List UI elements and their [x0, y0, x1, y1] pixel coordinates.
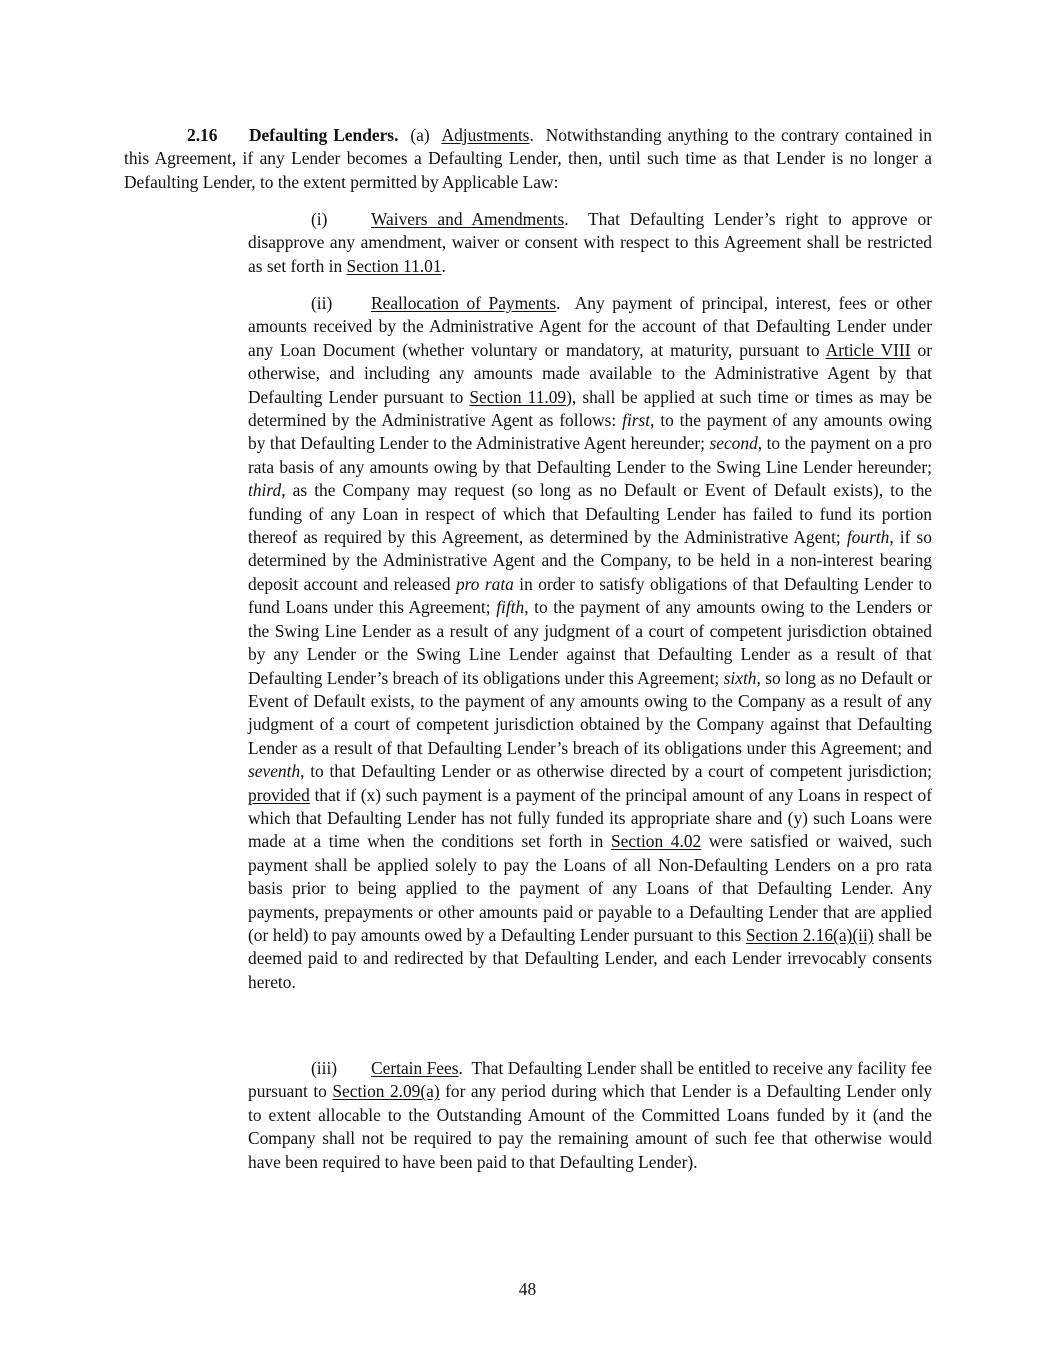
- subclause-iii-title: Certain Fees: [371, 1058, 459, 1078]
- section-intro-text: Notwithstanding anything to the contrary contained in this Agreement, if any Lender becomes a Defaulting Lender, then, until such time as that Lender is no longer a Defaulting Lender, to the extent permitted by Applicable Law:: [124, 125, 932, 192]
- subclause-ii-title: Reallocation of Payments: [371, 293, 557, 313]
- subclause-ii-text-14: shall be deemed paid to and redirected by that Defaulting Lender, and each Lender irrevocably consents hereto.: [248, 924, 932, 992]
- subclause-i-paragraph: (i) Waivers and Amendments. That Defaulting Lender’s right to approve or disapprove any amendment, waiver or consent with respect to this Agreement shall be restricted as set forth in Section 11.01.: [248, 209, 932, 276]
- clause-a-label: (a): [410, 125, 430, 145]
- third-term: third: [248, 480, 282, 501]
- fifth-term: fifth: [496, 597, 525, 618]
- subclause-i-label: (i): [311, 209, 328, 229]
- provided-term: provided: [248, 784, 310, 805]
- subclause-i-end: .: [441, 255, 446, 276]
- section-title: Defaulting Lenders.: [249, 125, 399, 145]
- subclause-ii-text-13: were satisfied or waived, such payment shall be applied solely to pay the Loans of all Non-Defaulting Lenders on a pro rata basis prior to being applied to the payment of any Loans of that Defaulting Lender. Any payments, prepayments or other amounts paid or payable to a Defaulting Lender that are applied (or held) to pay amounts owed by a Defaulting Lender pursuant to this: [248, 831, 932, 945]
- section-11-09-reference: Section 11.09: [469, 386, 567, 407]
- section-2-16-a-ii-reference: Section 2.16(a)(ii): [745, 924, 874, 945]
- sixth-term: sixth: [723, 667, 757, 688]
- subclause-ii-text-3: ), shall be applied at such time or times as may be determined by the Administrative Agent as follows:: [248, 386, 932, 431]
- subclause-ii-label: (ii): [311, 293, 333, 313]
- second-term: second: [709, 433, 758, 454]
- subclause-ii-text-9: , to the payment of any amounts owing to the Lenders or the Swing Line Lender as a result of any judgment of a court of competent jurisdiction obtained by any Lender or the Swing Line Lender against that Defaulting Lender as a result of that Defaulting Lender’s breach of its obligations under this Agreement;: [248, 597, 932, 688]
- subclause-ii-text-10: , so long as no Default or Event of Default exists, to the payment of any amounts owing to the Company as a result of any judgment of a court of competent jurisdiction obtained by the Company against that Defaulting Lender as a result of that Defaulting Lender’s breach of its obligations under this Agreement; and: [248, 667, 932, 758]
- subclause-ii-text-8: in order to satisfy obligations of that Defaulting Lender to fund Loans under this Agreement;: [248, 573, 932, 618]
- subclause-ii-text-12: that if (x) such payment is a payment of the principal amount of any Loans in respect of which that Defaulting Lender has not fully funded its appropriate share and (y) such Loans were made at a time when the conditions set forth in: [248, 784, 932, 852]
- first-term: first: [622, 410, 651, 431]
- subclause-iii-text-1: That Defaulting Lender shall be entitled to receive any facility fee pursuant to: [248, 1058, 933, 1102]
- clause-a-title: Adjustments: [441, 125, 530, 145]
- subclause-ii-text-6: , as the Company may request (so long as no Default or Event of Default exists), to the funding of any Loan in respect of which that Defaulting Lender has failed to fund its portion thereof as required by this Agreement, as determined by the Administrative Agent;: [248, 480, 932, 548]
- subclause-i-title: Waivers and Amendments: [371, 209, 565, 229]
- seventh-term: seventh: [248, 761, 301, 782]
- subclause-ii-text-4: , to the payment of any amounts owing by that Defaulting Lender to the Administrative Agent hereunder;: [248, 410, 932, 454]
- subclause-i-text: That Defaulting Lender’s right to approve or disapprove any amendment, waiver or consent with respect to this Agreement shall be restricted as set forth in: [248, 209, 932, 276]
- fourth-term: fourth: [846, 527, 890, 548]
- subclause-iii-label: (iii): [311, 1058, 338, 1078]
- section-2-16-paragraph: 2.16 Defaulting Lenders. (a) Adjustments. Notwithstanding anything to the contrary contained in this Agreement, if any Lender becomes a Defaulting Lender, then, until such time as that Lender is no longer a Defaulting Lender, to the extent permitted by Applicable Law:: [124, 125, 932, 192]
- subclause-ii-text-5: , to the payment on a pro rata basis of any amounts owing by that Defaulting Lender to the Swing Line Lender hereunder;: [248, 433, 932, 477]
- subclause-ii-paragraph: (ii) Reallocation of Payments. Any payment of principal, interest, fees or other amounts received by the Administrative Agent for the account of that Defaulting Lender under any Loan Document (whether voluntary or mandatory, at maturity, pursuant to Article VIII or otherwise, and including any amounts made available to the Administrative Agent by that Defaulting Lender pursuant to Section 11.09), shall be applied at such time or times as may be determined by the Administrative Agent as follows: first, to the payment of any amounts owing by that Defaulting Lender to the Administrative Agent hereunder; second, to the payment on a pro rata basis of any amounts owing by that Defaulting Lender to the Swing Line Lender hereunder; third, as the Company may request (so long as no Default or Event of Default exists), to the funding of any Loan in respect of which that Defaulting Lender has failed to fund its portion thereof as required by this Agreement, as determined by the Administrative Agent; fourth, if so determined by the Administrative Agent and the Company, to be held in a non-interest bearing deposit account and released pro rata in order to satisfy obligations of that Defaulting Lender to fund Loans under this Agreement; fifth, to the payment of any amounts owing to the Lenders or the Swing Line Lender as a result of any judgment of a court of competent jurisdiction obtained by any Lender or the Swing Line Lender against that Defaulting Lender as a result of that Defaulting Lender’s breach of its obligations under this Agreement; sixth, so long as no Default or Event of Default exists, to the payment of any amounts owing to the Company as a result of any judgment of a court of competent jurisdiction obtained by the Company against that Defaulting Lender as a result of that Defaulting Lender’s breach of its obligations under this Agreement; and seventh, to that Defaulting Lender or as otherwise directed by a court of competent jurisdiction; provided that if (x) such payment is a payment of the principal amount of any Loans in respect of which that Defaulting Lender has not fully funded its appropriate share and (y) such Loans were made at a time when the conditions set forth in Section 4.02 were satisfied or waived, such payment shall be applied solely to pay the Loans of all Non-Defaulting Lenders on a pro rata basis prior to being applied to the payment of any Loans of that Defaulting Lender. Any payments, prepayments or other amounts paid or payable to a Defaulting Lender that are applied (or held) to pay amounts owed by a Defaulting Lender pursuant to this Section 2.16(a)(ii) shall be deemed paid to and redirected by that Defaulting Lender, and each Lender irrevocably consents hereto.: [248, 293, 932, 992]
- page-number: 48: [518, 1279, 537, 1299]
- subclause-i-reference: Section 11.01: [346, 255, 442, 276]
- subclause-ii-text-2: or otherwise, and including any amounts made available to the Administrative Agent by that Defaulting Lender pursuant to: [248, 339, 932, 407]
- section-4-02-reference: Section 4.02: [611, 831, 702, 852]
- subclause-ii-text-1: Any payment of principal, interest, fees or other amounts received by the Administrative Agent for the account of that Defaulting Lender under any Loan Document (whether voluntary or mandatory, at maturity, pursuant to: [248, 293, 932, 360]
- subclause-iii-paragraph: (iii) Certain Fees. That Defaulting Lender shall be entitled to receive any facility fee pursuant to Section 2.09(a) for any period during which that Lender is a Defaulting Lender only to extent allocable to the Outstanding Amount of the Committed Loans funded by it (and the Company shall not be required to pay the remaining amount of such fee that otherwise would have been required to have been paid to that Defaulting Lender).: [248, 1058, 933, 1172]
- section-number: 2.16: [187, 125, 218, 145]
- section-2-09-a-reference: Section 2.09(a): [332, 1081, 440, 1102]
- subclause-iii-text-2: for any period during which that Lender is a Defaulting Lender only to extent allocable to the Outstanding Amount of the Committed Loans funded by it (and the Company shall not be required to pay the remaining amount of such fee that otherwise would have been required to have been paid to that Defaulting Lender).: [248, 1081, 932, 1172]
- article-viii-reference: Article VIII: [825, 339, 911, 360]
- subclause-ii-text-7: , if so determined by the Administrative Agent and the Company, to be held in a non-interest bearing deposit account and released: [248, 527, 932, 594]
- pro-rata-term: pro rata: [455, 573, 514, 594]
- subclause-ii-text-11: , to that Defaulting Lender or as otherwise directed by a court of competent jurisdiction;: [300, 761, 932, 782]
